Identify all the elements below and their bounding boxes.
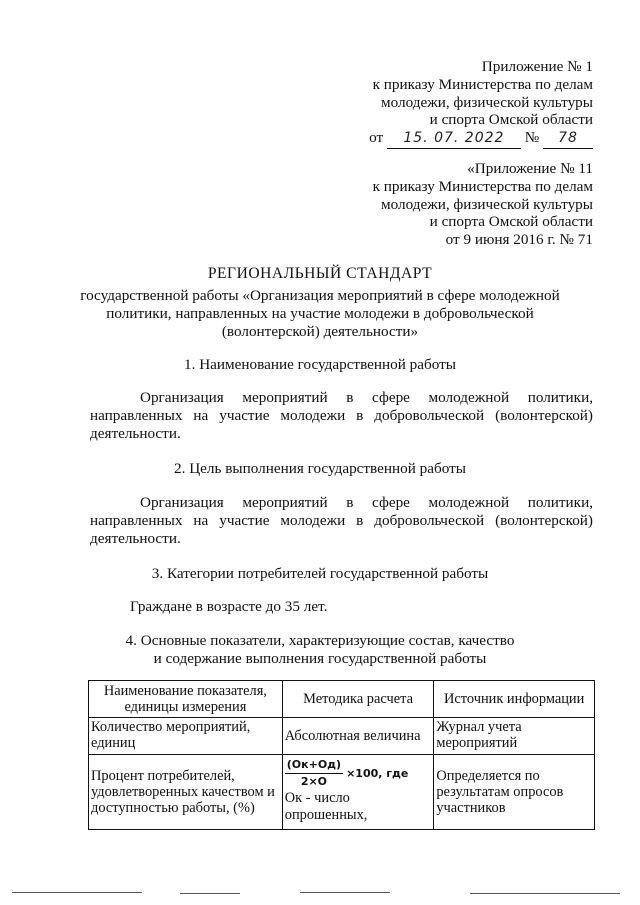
table-row (89, 755, 595, 830)
appendix-11-line3: и спорта Омской области (429, 213, 593, 231)
scan-edge-mark (300, 892, 390, 893)
header-source: Источник информации (434, 681, 595, 718)
subtitle-line3: (волонтерской) деятельности» (221, 322, 419, 340)
formula-rest: ×100, где (346, 766, 409, 780)
table-header-row (89, 681, 595, 718)
row2-indicator (89, 755, 283, 830)
section-3-heading: 3. Категории потребителей государственной работы (151, 565, 489, 582)
handwritten-number: 78 (543, 130, 593, 149)
row1-source: Журнал учета мероприятий (434, 718, 595, 755)
row2-indicator-text: Процент потребителей, удовлетворенных качеством и доступностью работы, (%) (91, 767, 275, 817)
appendix-1-line2: молодежи, физической культуры (381, 93, 593, 111)
indicators-table (88, 680, 595, 830)
section-3-text: Граждане в возрасте до 35 лет. (130, 598, 328, 615)
row2-method (282, 755, 434, 830)
number-label: № (524, 129, 540, 147)
appendix-1-title: Приложение № 1 (481, 58, 593, 75)
section-1-text: Организация мероприятий в сфере молодежной политики, направленных на участие молодежи в добровольческой (волонтерской) деятельности. (90, 389, 593, 442)
from-label: от (369, 129, 384, 147)
subtitle-line1: государственной работы «Организация мероприятий в сфере молодежной (80, 287, 560, 304)
section-2-heading: 2. Цель выполнения государственной работы (174, 460, 466, 477)
appendix-1-block (369, 58, 593, 149)
appendix-11-title: «Приложение № 11 (467, 160, 593, 177)
formula-fraction (285, 757, 343, 790)
section-2-text: Организация мероприятий в сфере молодежной политики, направленных на участие молодежи в добровольческой (волонтерской) деятельности. (90, 494, 593, 547)
section-4-heading (40, 632, 600, 668)
appendix-11-line2: молодежи, физической культуры (381, 195, 593, 213)
order-date-line (369, 129, 593, 149)
header-indicator: Наименование показателя, единицы измерения (89, 681, 283, 718)
appendix-1-line3: и спорта Омской области (429, 111, 593, 129)
section-1-heading: 1. Наименование государственной работы (184, 356, 456, 373)
table-row (89, 718, 595, 755)
subtitle-line2: политики, направленных на участие молодежи в добровольческой (106, 304, 534, 322)
scan-edge-mark (180, 893, 240, 894)
scan-edge-mark (470, 893, 620, 894)
header-method: Методика расчета (282, 681, 434, 718)
formula (285, 757, 409, 790)
row1-indicator: Количество мероприятий, единиц (89, 718, 283, 755)
formula-denominator: 2×О (300, 775, 328, 789)
section-4-heading-line1: 4. Основные показатели, характеризующие состав, качество (125, 632, 515, 649)
appendix-11-block (373, 160, 593, 249)
section-4-heading-line2: и содержание выполнения государственной работы (153, 649, 487, 667)
formula-numerator: (Ок+Од) (285, 757, 343, 774)
handwritten-date: 15. 07. 2022 (387, 130, 521, 149)
appendix-11-line4: от 9 июня 2016 г. № 71 (445, 231, 593, 249)
standard-title: РЕГИОНАЛЬНЫЙ СТАНДАРТ (207, 265, 433, 282)
row1-method: Абсолютная величина (282, 718, 434, 755)
standard-subtitle (40, 287, 600, 340)
appendix-1-line1: к приказу Министерства по делам (372, 75, 593, 93)
scan-edge-mark (12, 892, 142, 893)
appendix-11-line1: к приказу Министерства по делам (372, 177, 593, 195)
row2-source: Определяется по результатам опросов участников (434, 755, 595, 830)
row2-method-text: Ок - число опрошенных, (284, 790, 368, 823)
